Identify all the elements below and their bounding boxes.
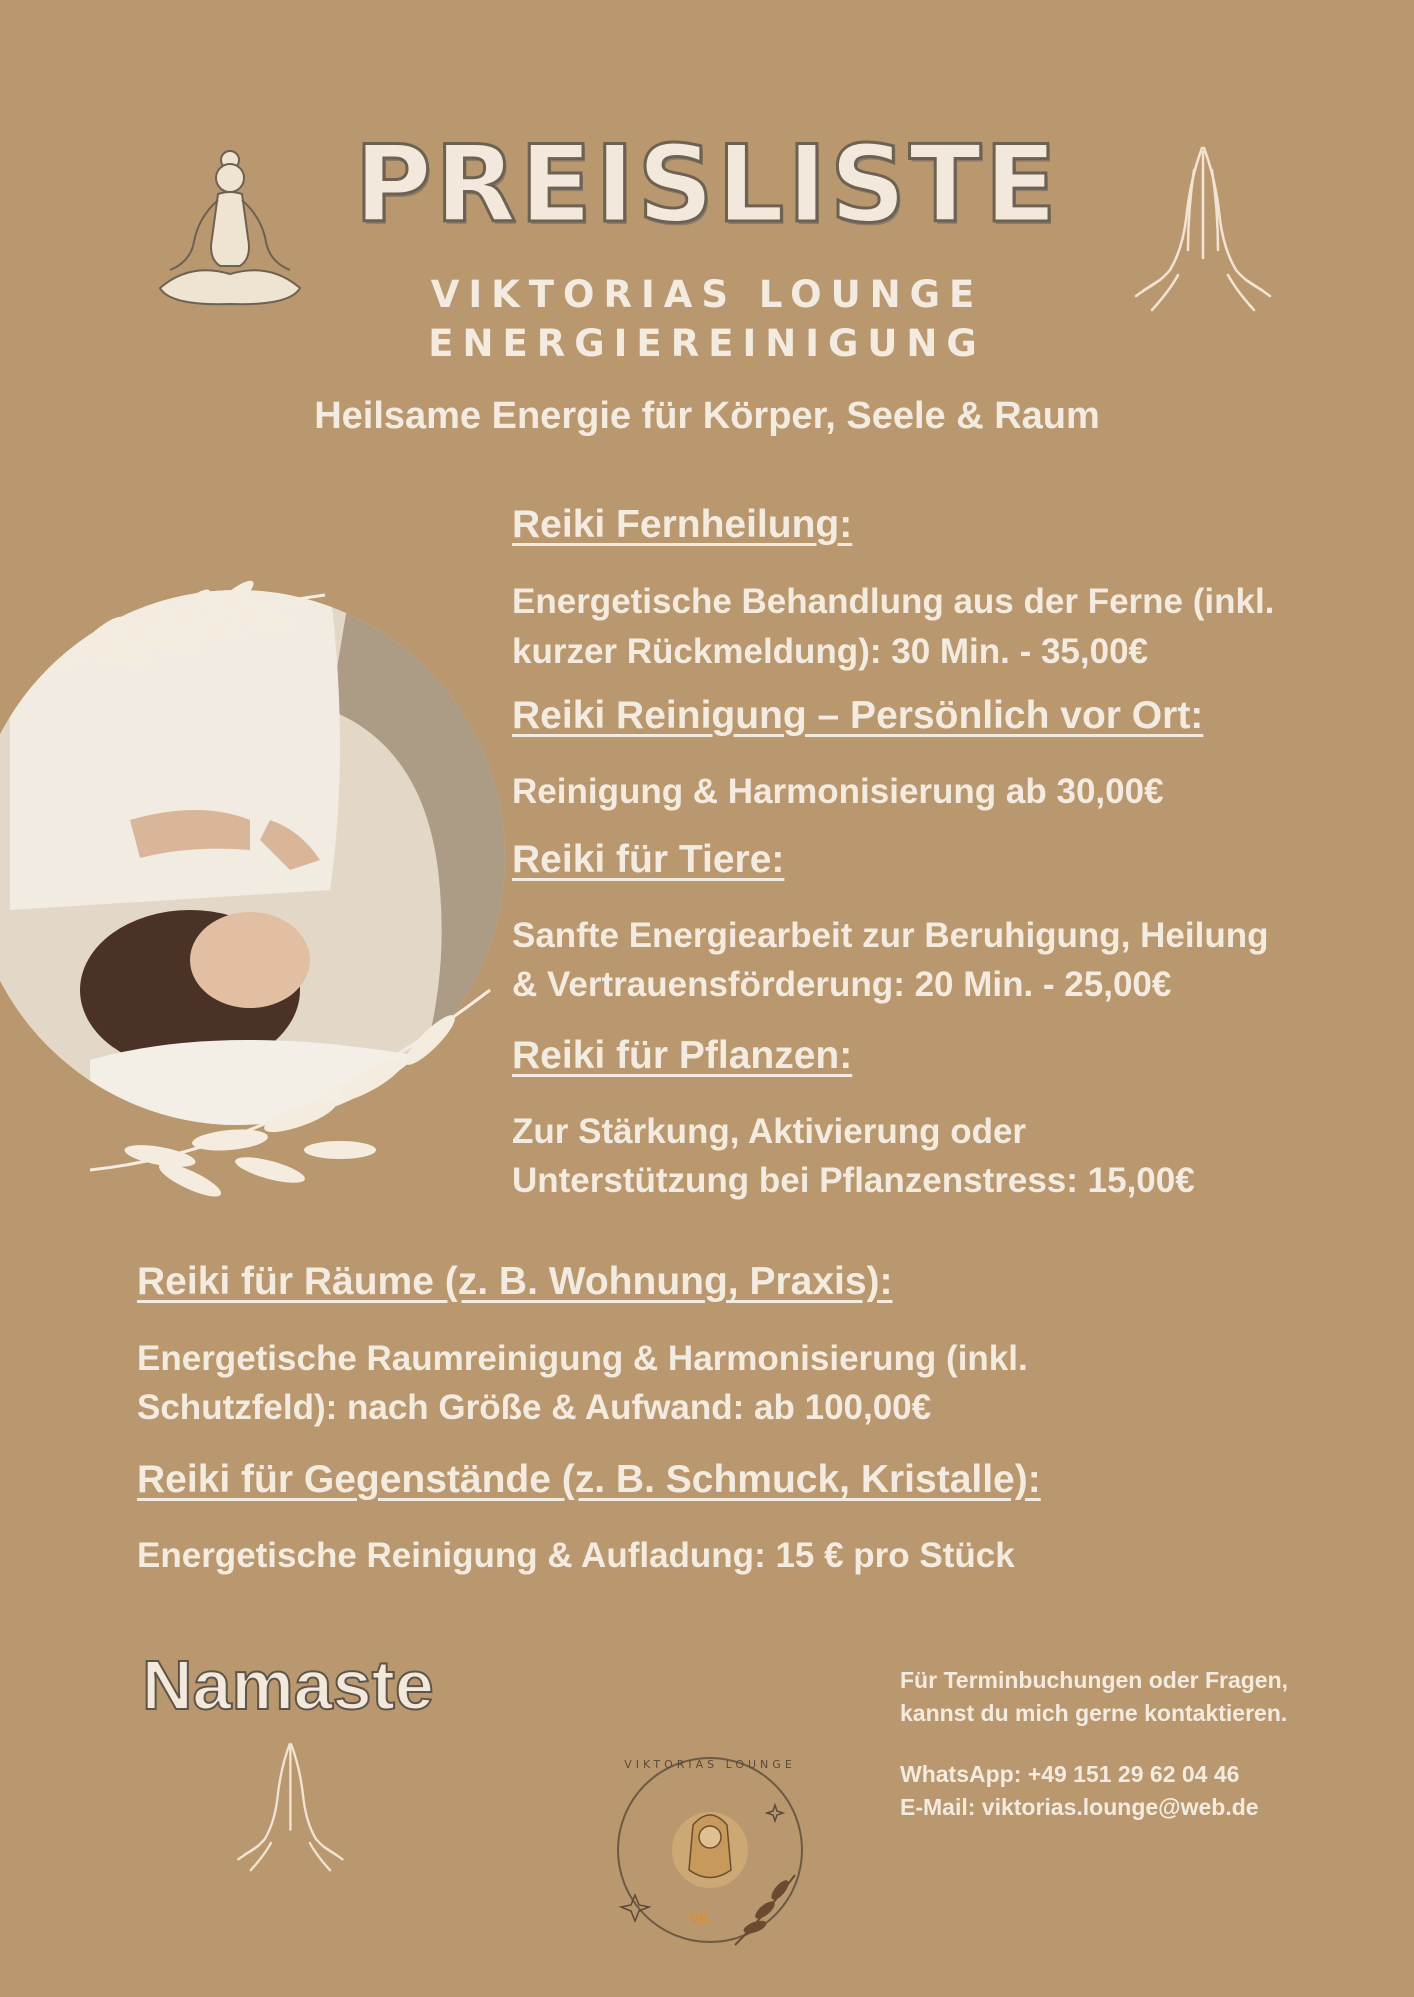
contact-line-1: Für Terminbuchungen oder Fragen,: [900, 1667, 1289, 1693]
leaf-branch-icon: [40, 575, 330, 685]
praying-hands-icon: [230, 1738, 350, 1878]
service-heading-reinigung: Reiki Reinigung – Persönlich vor Ort:: [512, 694, 1204, 737]
contact-email: E-Mail: viktorias.lounge@web.de: [900, 1794, 1259, 1820]
service-text-reinigung: Reinigung & Harmonisierung ab 30,00€: [512, 772, 1164, 811]
namaste-text: Namaste: [142, 1646, 434, 1724]
service-text-tiere-2: & Vertrauensförderung: 20 Min. - 25,00€: [512, 965, 1172, 1004]
logo-initials: VK: [690, 1910, 710, 1926]
page-title: PREISLISTE: [354, 123, 1060, 246]
service-heading-raeume: Reiki für Räume (z. B. Wohnung, Praxis):: [137, 1260, 893, 1303]
service-text-fernheilung-2: kurzer Rückmeldung): 30 Min. - 35,00€: [512, 632, 1149, 671]
service-heading-tiere: Reiki für Tiere:: [512, 838, 785, 881]
service-text-tiere-1: Sanfte Energiearbeit zur Beruhigung, Heilung: [512, 916, 1269, 955]
meditation-figure-icon: [140, 138, 320, 318]
logo-text: VIKTORIAS LOUNGE: [624, 1758, 796, 1771]
praying-hands-icon: [1130, 140, 1275, 320]
service-text-raeume-1: Energetische Raumreinigung & Harmonisierung (inkl.: [137, 1339, 1028, 1378]
contact-line-2: kannst du mich gerne kontaktieren.: [900, 1700, 1288, 1726]
service-heading-pflanzen: Reiki für Pflanzen:: [512, 1034, 853, 1077]
ganesha-logo-icon: [605, 1745, 815, 1955]
subtitle-line-1: VIKTORIAS LOUNGE: [430, 273, 984, 316]
service-heading-gegenstaende: Reiki für Gegenstände (z. B. Schmuck, Kristalle):: [137, 1458, 1041, 1501]
service-text-gegenstaende: Energetische Reinigung & Aufladung: 15 € pro Stück: [137, 1536, 1015, 1575]
service-text-raeume-2: Schutzfeld): nach Größe & Aufwand: ab 100,00€: [137, 1388, 932, 1427]
subtitle-line-2: ENERGIEREINIGUNG: [428, 322, 986, 365]
service-text-pflanzen-1: Zur Stärkung, Aktivierung oder: [512, 1112, 1027, 1151]
tagline: Heilsame Energie für Körper, Seele & Raum: [314, 395, 1100, 437]
service-heading-fernheilung: Reiki Fernheilung:: [512, 503, 853, 546]
service-text-pflanzen-2: Unterstützung bei Pflanzenstress: 15,00€: [512, 1161, 1195, 1200]
contact-whatsapp: WhatsApp: +49 151 29 62 04 46: [900, 1761, 1240, 1787]
service-text-fernheilung-1: Energetische Behandlung aus der Ferne (inkl.: [512, 582, 1275, 621]
leaf-branch-icon: [80, 980, 500, 1200]
